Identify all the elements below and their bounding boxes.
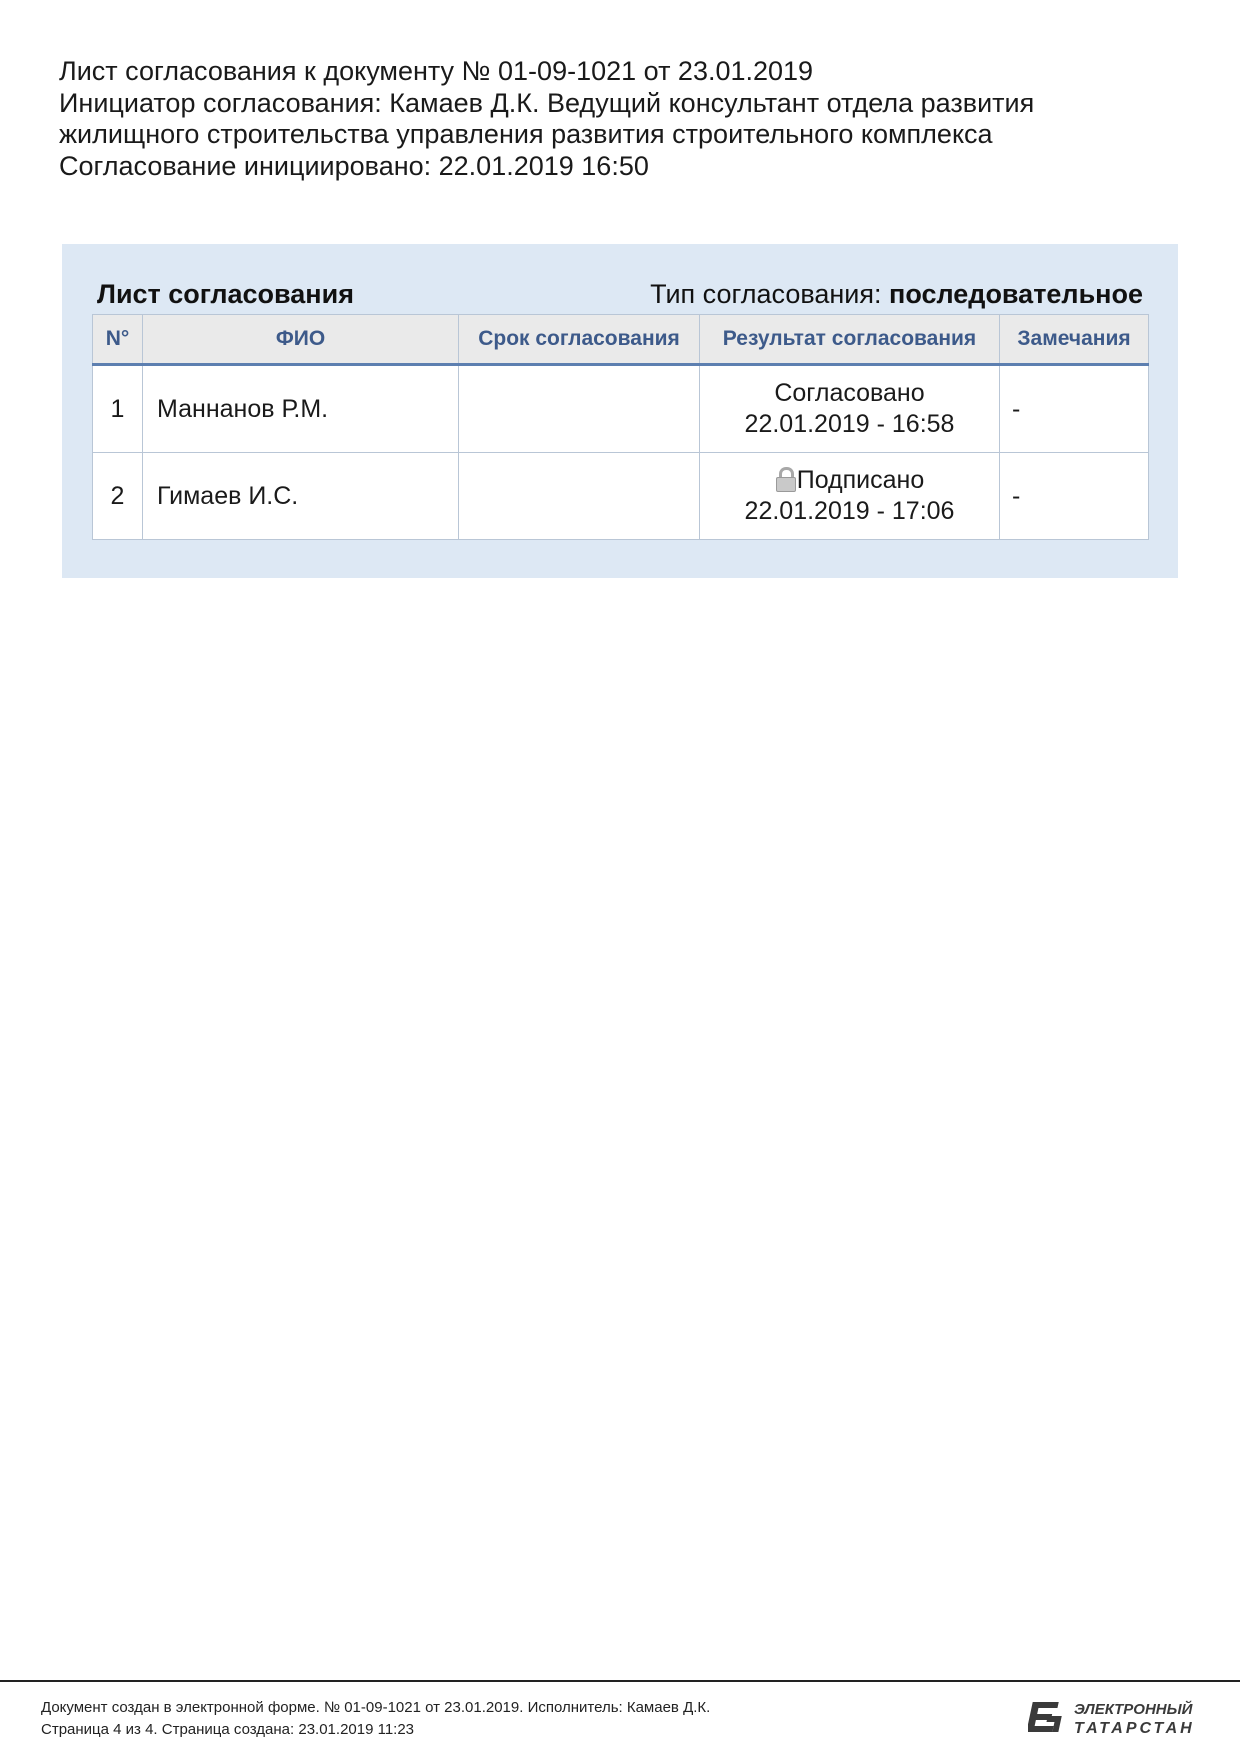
- header-initiator: Инициатор согласования: Камаев Д.К. Ведущий консультант отдела развития: [59, 87, 1035, 118]
- approval-table: [92, 314, 1149, 540]
- footer-document-info: Документ создан в электронной форме. № 01-09-1021 от 23.01.2019. Исполнитель: Камаев Д.К.: [41, 1699, 711, 1716]
- approver-name: Гимаев И.С.: [143, 453, 459, 540]
- table-row: [93, 453, 1149, 540]
- column-header-remarks: Замечания: [1000, 315, 1149, 365]
- approver-name: Маннанов Р.М.: [143, 365, 459, 453]
- logo-line-2: ТАТАРСТАН: [1074, 1720, 1195, 1736]
- approval-deadline: [459, 365, 700, 453]
- approval-type: [650, 279, 1143, 310]
- lock-icon: [775, 467, 795, 490]
- approval-result-datetime: 22.01.2019 - 17:06: [744, 497, 955, 525]
- column-header-number: N°: [93, 315, 143, 365]
- row-number: 2: [93, 453, 143, 540]
- approval-result: [700, 453, 1000, 540]
- header-initiator-department: жилищного строительства управления развития строительного комплекса: [59, 119, 993, 149]
- approval-sheet-panel: [62, 244, 1178, 578]
- approval-result-status: Подписано: [796, 466, 925, 494]
- footer-divider: [0, 1680, 1240, 1682]
- header-document-ref: Лист согласования к документу № 01-09-1021 от 23.01.2019: [59, 56, 814, 86]
- approval-remarks: -: [1000, 453, 1149, 540]
- approval-result-status-line: [706, 465, 993, 496]
- footer-page-info: Страница 4 из 4. Страница создана: 23.01.2019 11:23: [41, 1721, 415, 1738]
- column-header-name: ФИО: [143, 315, 459, 365]
- column-header-deadline: Срок согласования: [459, 315, 700, 365]
- approval-type-label: Тип согласования:: [650, 279, 882, 309]
- approval-result-status: Согласовано: [774, 379, 925, 407]
- approval-remarks: -: [1000, 365, 1149, 453]
- approval-type-value: последовательное: [889, 279, 1143, 309]
- page-footer: [41, 1697, 710, 1741]
- approval-deadline: [459, 453, 700, 540]
- column-header-result: Результат согласования: [700, 315, 1000, 365]
- approval-result: [700, 365, 1000, 453]
- table-header-row: [93, 315, 1149, 365]
- document-header: [59, 56, 1139, 182]
- header-initiated-at: Согласование инициировано: 22.01.2019 16:50: [59, 150, 649, 181]
- approval-sheet-title: Лист согласования: [97, 279, 354, 309]
- logo-line-1: ЭЛЕКТРОННЫЙ: [1074, 1701, 1193, 1718]
- row-number: 1: [93, 365, 143, 453]
- table-row: [93, 365, 1149, 453]
- approval-result-datetime: 22.01.2019 - 16:58: [744, 410, 955, 438]
- electronic-tatarstan-logo: [1028, 1696, 1200, 1736]
